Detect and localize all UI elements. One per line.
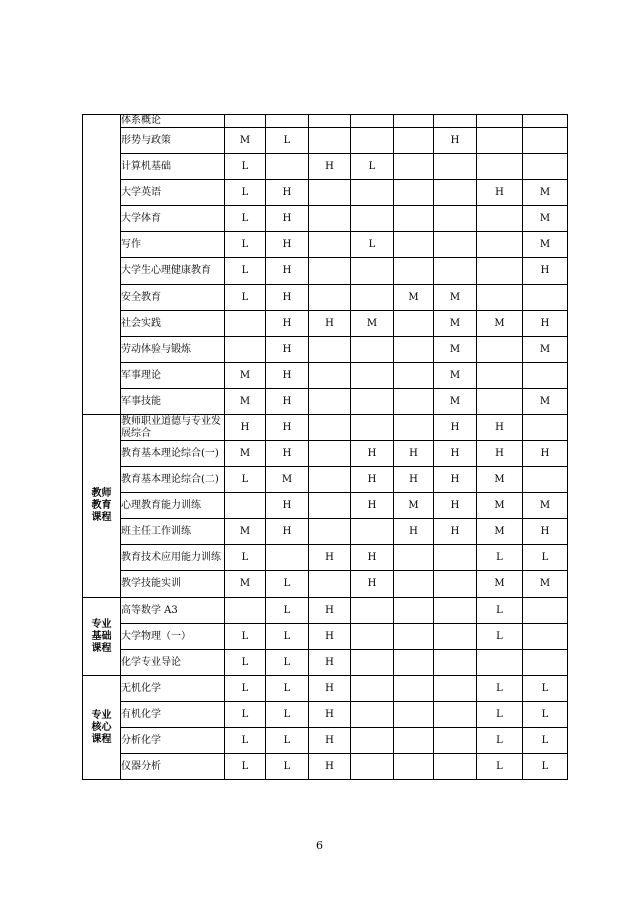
course-requirement-matrix (82, 114, 568, 780)
table-row (83, 728, 568, 754)
course-name: 教学技能实训 (121, 571, 225, 598)
course-name: 分析化学 (121, 728, 225, 754)
course-name: 安全教育 (121, 285, 225, 311)
table-row (83, 363, 568, 389)
support-level-cell (523, 598, 568, 624)
support-level-cell (309, 180, 351, 206)
matrix-body (83, 115, 568, 780)
course-name: 大学物理（一） (121, 624, 225, 650)
category-label: 教师 (91, 488, 112, 499)
support-level-cell (523, 285, 568, 311)
course-name: 教育基本理论综合(二) (121, 467, 225, 493)
table-row (83, 206, 568, 232)
course-name: 大学英语 (121, 180, 225, 206)
support-level-cell: M (394, 493, 434, 519)
support-level-cell (434, 598, 477, 624)
support-level-cell (309, 441, 351, 467)
support-level-cell (394, 415, 434, 441)
table-row (83, 415, 568, 441)
support-level-cell (394, 676, 434, 702)
support-level-cell (351, 754, 394, 780)
support-level-cell (225, 598, 266, 624)
support-level-cell: L (351, 154, 394, 180)
support-level-cell (394, 624, 434, 650)
table-row (83, 311, 568, 337)
support-level-cell (351, 415, 394, 441)
support-level-cell (309, 363, 351, 389)
support-level-cell (394, 702, 434, 728)
support-level-cell: H (434, 493, 477, 519)
support-level-cell: M (477, 311, 523, 337)
support-level-cell: M (523, 337, 568, 363)
support-level-cell (523, 154, 568, 180)
table-row (83, 598, 568, 624)
support-level-cell (394, 650, 434, 676)
support-level-cell: H (309, 545, 351, 571)
support-level-cell (477, 337, 523, 363)
course-name: 计算机基础 (121, 154, 225, 180)
support-level-cell (434, 624, 477, 650)
course-name: 仪器分析 (121, 754, 225, 780)
course-name: 心理教育能力训练 (121, 493, 225, 519)
support-level-cell (309, 415, 351, 441)
table-row (83, 493, 568, 519)
support-level-cell: M (225, 363, 266, 389)
support-level-cell: H (266, 180, 309, 206)
support-level-cell: L (225, 676, 266, 702)
support-level-cell (477, 128, 523, 154)
support-level-cell (351, 285, 394, 311)
support-level-cell: M (434, 389, 477, 415)
course-name: 军事理论 (121, 363, 225, 389)
table-row (83, 545, 568, 571)
support-level-cell: L (523, 702, 568, 728)
support-level-cell: M (434, 311, 477, 337)
support-level-cell: L (266, 728, 309, 754)
support-level-cell: M (434, 337, 477, 363)
support-level-cell: M (394, 285, 434, 311)
support-level-cell (477, 206, 523, 232)
support-level-cell: L (266, 598, 309, 624)
support-level-cell (434, 206, 477, 232)
support-level-cell: M (266, 467, 309, 493)
support-level-cell: H (523, 519, 568, 545)
support-level-cell (351, 128, 394, 154)
support-level-cell: L (477, 598, 523, 624)
support-level-cell: H (266, 285, 309, 311)
support-level-cell: L (266, 650, 309, 676)
support-level-cell: H (266, 363, 309, 389)
support-level-cell (309, 128, 351, 154)
support-level-cell: L (477, 545, 523, 571)
support-level-cell: H (523, 441, 568, 467)
course-name: 写作 (121, 232, 225, 258)
support-level-cell (434, 702, 477, 728)
category-cell (83, 598, 121, 676)
table-row (83, 154, 568, 180)
support-level-cell: H (266, 311, 309, 337)
support-level-cell: H (266, 337, 309, 363)
support-level-cell (394, 337, 434, 363)
support-level-cell (351, 598, 394, 624)
support-level-cell (351, 728, 394, 754)
support-level-cell (434, 180, 477, 206)
support-level-cell (477, 154, 523, 180)
support-level-cell: M (225, 389, 266, 415)
category-cell (83, 676, 121, 780)
support-level-cell: H (266, 493, 309, 519)
support-level-cell: H (266, 258, 309, 285)
support-level-cell: H (351, 441, 394, 467)
support-level-cell: H (477, 180, 523, 206)
course-name: 形势与政策 (121, 128, 225, 154)
support-level-cell: L (477, 702, 523, 728)
support-level-cell (394, 389, 434, 415)
category-cell (83, 415, 121, 598)
support-level-cell: H (351, 545, 394, 571)
support-level-cell: L (225, 285, 266, 311)
category-label: 课程 (91, 642, 112, 654)
support-level-cell: L (225, 467, 266, 493)
support-level-cell (394, 115, 434, 128)
support-level-cell: M (351, 311, 394, 337)
support-level-cell: M (225, 441, 266, 467)
table-row (83, 128, 568, 154)
support-level-cell (225, 493, 266, 519)
support-level-cell (266, 115, 309, 128)
category-label: 教育 (91, 500, 112, 511)
support-level-cell: H (394, 467, 434, 493)
support-level-cell (394, 363, 434, 389)
support-level-cell: H (394, 441, 434, 467)
support-level-cell (434, 728, 477, 754)
support-level-cell (523, 467, 568, 493)
support-level-cell: H (266, 206, 309, 232)
support-level-cell (351, 702, 394, 728)
support-level-cell (351, 624, 394, 650)
support-level-cell: H (351, 571, 394, 598)
support-level-cell (434, 754, 477, 780)
support-level-cell: L (523, 754, 568, 780)
category-label: 课程 (91, 733, 112, 745)
support-level-cell (351, 337, 394, 363)
support-level-cell (523, 363, 568, 389)
category-label: 核心 (91, 721, 112, 733)
support-level-cell (351, 363, 394, 389)
support-level-cell (477, 389, 523, 415)
page-number: 6 (316, 839, 323, 852)
course-name: 高等数学 A3 (121, 598, 225, 624)
support-level-cell: H (266, 519, 309, 545)
support-level-cell: M (225, 519, 266, 545)
support-level-cell: H (434, 519, 477, 545)
course-name: 大学生心理健康教育 (121, 258, 225, 285)
support-level-cell: H (309, 154, 351, 180)
support-level-cell (523, 624, 568, 650)
support-level-cell: H (309, 754, 351, 780)
support-level-cell (225, 311, 266, 337)
support-level-cell (394, 232, 434, 258)
support-level-cell: H (309, 624, 351, 650)
support-level-cell (523, 115, 568, 128)
support-level-cell (434, 232, 477, 258)
support-level-cell (351, 206, 394, 232)
support-level-cell (309, 206, 351, 232)
support-level-cell: L (266, 624, 309, 650)
support-level-cell: L (225, 702, 266, 728)
support-level-cell (351, 258, 394, 285)
support-level-cell: L (225, 545, 266, 571)
support-level-cell: L (266, 676, 309, 702)
support-level-cell (309, 519, 351, 545)
support-level-cell: H (309, 598, 351, 624)
support-level-cell: H (477, 441, 523, 467)
support-level-cell: L (477, 728, 523, 754)
category-label: 基础 (91, 630, 112, 642)
support-level-cell (309, 467, 351, 493)
support-level-cell: H (309, 676, 351, 702)
support-level-cell: H (434, 415, 477, 441)
support-level-cell: M (523, 493, 568, 519)
support-level-cell: L (225, 650, 266, 676)
table-row (83, 676, 568, 702)
support-level-cell: M (434, 285, 477, 311)
table-row (83, 650, 568, 676)
support-level-cell (477, 232, 523, 258)
support-level-cell (309, 115, 351, 128)
support-level-cell: H (309, 728, 351, 754)
table-row (83, 441, 568, 467)
support-level-cell: L (225, 728, 266, 754)
support-level-cell: M (523, 180, 568, 206)
support-level-cell (477, 363, 523, 389)
support-level-cell: L (225, 232, 266, 258)
category-label: 专业 (91, 709, 112, 721)
support-level-cell (351, 389, 394, 415)
course-name: 有机化学 (121, 702, 225, 728)
support-level-cell (523, 650, 568, 676)
support-level-cell: H (225, 415, 266, 441)
support-level-cell: M (523, 389, 568, 415)
support-level-cell (394, 571, 434, 598)
category-label: 课程 (91, 512, 112, 523)
support-level-cell (477, 115, 523, 128)
course-name: 无机化学 (121, 676, 225, 702)
support-level-cell: H (351, 493, 394, 519)
support-level-cell (309, 337, 351, 363)
support-level-cell (351, 676, 394, 702)
support-level-cell (351, 115, 394, 128)
support-level-cell: L (523, 545, 568, 571)
support-level-cell (394, 311, 434, 337)
support-level-cell: H (434, 467, 477, 493)
support-level-cell: L (266, 571, 309, 598)
course-name: 社会实践 (121, 311, 225, 337)
support-level-cell: H (394, 519, 434, 545)
support-level-cell: M (523, 571, 568, 598)
support-level-cell: H (434, 441, 477, 467)
support-level-cell (434, 115, 477, 128)
support-level-cell (309, 232, 351, 258)
support-level-cell (477, 285, 523, 311)
table-row (83, 285, 568, 311)
support-level-cell (434, 650, 477, 676)
support-level-cell: L (225, 180, 266, 206)
support-level-cell (309, 571, 351, 598)
support-level-cell: M (477, 519, 523, 545)
support-level-cell: M (477, 467, 523, 493)
support-level-cell: H (434, 128, 477, 154)
support-level-cell (309, 285, 351, 311)
support-level-cell: M (225, 571, 266, 598)
support-level-cell (266, 154, 309, 180)
support-level-cell (477, 258, 523, 285)
support-level-cell (434, 258, 477, 285)
course-name: 班主任工作训练 (121, 519, 225, 545)
table-row (83, 389, 568, 415)
course-name: 教育技术应用能力训练 (121, 545, 225, 571)
support-level-cell: M (477, 493, 523, 519)
support-level-cell: L (523, 728, 568, 754)
support-level-cell: L (266, 702, 309, 728)
support-level-cell (434, 154, 477, 180)
support-level-cell: H (266, 389, 309, 415)
table-row (83, 467, 568, 493)
support-level-cell (394, 728, 434, 754)
support-level-cell (309, 389, 351, 415)
course-name: 化学专业导论 (121, 650, 225, 676)
support-level-cell: M (523, 232, 568, 258)
table-row (83, 754, 568, 780)
course-name: 军事技能 (121, 389, 225, 415)
course-name: 教师职业道德与专业发展综合 (121, 415, 225, 441)
support-level-cell (394, 754, 434, 780)
support-level-cell: L (477, 624, 523, 650)
support-level-cell: L (266, 754, 309, 780)
support-level-cell: H (523, 311, 568, 337)
support-level-cell: M (477, 571, 523, 598)
support-level-cell: H (266, 232, 309, 258)
support-level-cell (351, 519, 394, 545)
support-level-cell (351, 180, 394, 206)
support-level-cell: M (225, 128, 266, 154)
table-row (83, 180, 568, 206)
support-level-cell: L (225, 206, 266, 232)
support-level-cell: L (477, 754, 523, 780)
support-level-cell (266, 545, 309, 571)
support-level-cell (225, 337, 266, 363)
support-level-cell: H (309, 650, 351, 676)
support-level-cell (394, 598, 434, 624)
support-level-cell (394, 258, 434, 285)
support-level-cell (309, 258, 351, 285)
table-row (83, 258, 568, 285)
table-row (83, 232, 568, 258)
support-level-cell: L (225, 624, 266, 650)
support-level-cell: L (266, 128, 309, 154)
course-name: 体系概论 (121, 115, 225, 128)
support-level-cell: H (309, 702, 351, 728)
table-row (83, 337, 568, 363)
support-level-cell (434, 571, 477, 598)
support-level-cell: L (477, 676, 523, 702)
course-name: 教育基本理论综合(一) (121, 441, 225, 467)
support-level-cell: H (477, 415, 523, 441)
support-level-cell (523, 415, 568, 441)
support-level-cell: H (351, 467, 394, 493)
support-level-cell (434, 545, 477, 571)
support-level-cell: M (434, 363, 477, 389)
course-name: 大学体育 (121, 206, 225, 232)
support-level-cell: H (523, 258, 568, 285)
category-cell (83, 115, 121, 415)
support-level-cell (225, 115, 266, 128)
support-level-cell (394, 154, 434, 180)
table-row (83, 702, 568, 728)
support-level-cell: L (225, 258, 266, 285)
support-level-cell (523, 128, 568, 154)
course-name: 劳动体验与锻炼 (121, 337, 225, 363)
support-level-cell: M (523, 206, 568, 232)
support-level-cell: L (523, 676, 568, 702)
support-level-cell: H (266, 441, 309, 467)
support-level-cell (394, 545, 434, 571)
support-level-cell (477, 650, 523, 676)
support-level-cell (394, 128, 434, 154)
support-level-cell: L (225, 754, 266, 780)
support-level-cell: L (351, 232, 394, 258)
support-level-cell: L (225, 154, 266, 180)
support-level-cell: H (266, 415, 309, 441)
table-row (83, 519, 568, 545)
support-level-cell (351, 650, 394, 676)
support-level-cell (394, 180, 434, 206)
table-row (83, 115, 568, 128)
support-level-cell (434, 676, 477, 702)
support-level-cell: H (309, 311, 351, 337)
support-level-cell (309, 493, 351, 519)
table-row (83, 624, 568, 650)
category-label: 专业 (91, 618, 112, 630)
support-level-cell (394, 206, 434, 232)
table-row (83, 571, 568, 598)
